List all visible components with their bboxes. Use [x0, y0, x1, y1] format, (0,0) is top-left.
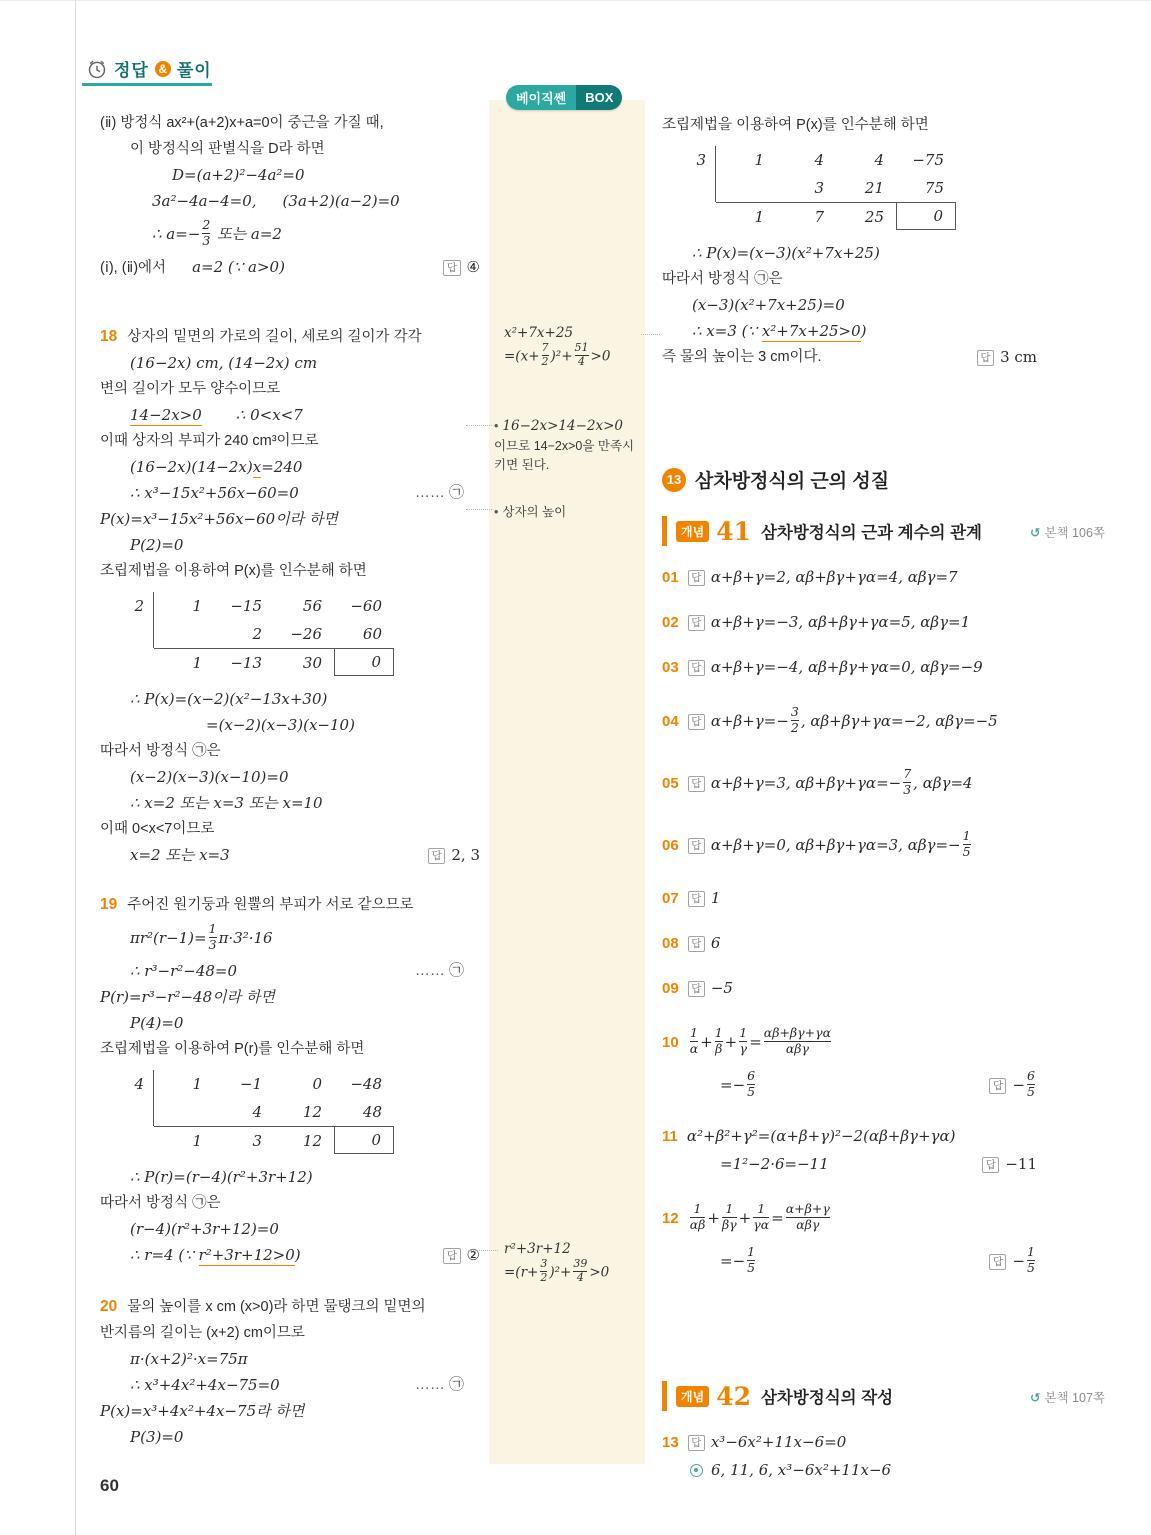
- answer-item-11-line2: 답 −11 =1²−2·6=−11: [662, 1151, 1105, 1179]
- orange-underlined-math: 14−2x>0: [130, 406, 202, 424]
- solution-line: 이때 상자의 부피가 240 cm³이므로: [100, 433, 319, 449]
- fraction: $\frac{7}{3}$: [903, 766, 912, 797]
- table-row: 3 1 4 4 −75: [686, 146, 1105, 174]
- table-row: 1 7 25 0: [686, 202, 1105, 230]
- fraction: $\frac{39}{4}$: [573, 1257, 588, 1284]
- answer-label: 답: [688, 660, 705, 676]
- answer-label: 답: [982, 1157, 999, 1173]
- concept-accent-bar: [662, 516, 667, 546]
- answer-item-10: 10 $\frac{1}{\alpha}$ + $\frac{1}{\beta}$ + $\frac{1}{\gamma}$ = $\frac{\alpha\beta+\beta\gamma+\gamma\alpha}{\text{αβγ}}$: [662, 1025, 832, 1056]
- concept-number: 42: [716, 1381, 751, 1411]
- math-line: 14−2x>0 ∴ 0<x<7: [130, 406, 303, 424]
- solution-line: 반지름의 길이는 (x+2) cm이므로: [100, 1325, 305, 1341]
- math-line: P(x)=x³+4x²+4x−75라 하면: [100, 1402, 305, 1420]
- table-row: 4 1 −1 0 −48: [124, 1070, 492, 1098]
- fraction: $\frac{2}{3}$: [202, 217, 211, 248]
- answer-label: 답: [688, 936, 705, 952]
- logo-text-jeongdap: 정답: [114, 61, 149, 80]
- math-line: ∴ P(x)=(x−2)(x²−13x+30): [130, 690, 328, 708]
- logo-underline: [82, 83, 212, 86]
- synthetic-division-table: [124, 1070, 492, 1154]
- answer-item-09: 09 답 −5: [662, 979, 733, 997]
- table-row: 2 1 −15 56 −60: [124, 592, 492, 620]
- fraction: $\frac{1}{\gamma\alpha}$: [753, 1201, 770, 1232]
- solution-line: (ⅱ) 방정식 ax²+(a+2)x+a=0이 중근을 가질 때,: [100, 115, 384, 131]
- answer-label: 답: [443, 1248, 460, 1264]
- answer-group: [428, 842, 480, 869]
- answer-item-12-line2: 답 − $\frac{1}{5}$ =− $\frac{1}{5}$: [662, 1241, 1105, 1282]
- table-row: 1 −13 30 0: [124, 648, 492, 676]
- answer-value: 3 cm: [1000, 348, 1037, 366]
- side-note-completing-square-r: r²+3r+12 =(r+ $\frac{3}{2}$ )²+ $\frac{39}{4}$ >0: [504, 1241, 610, 1284]
- answer-value: 2, 3: [451, 846, 480, 864]
- answer-group: 답 −11: [982, 1151, 1037, 1179]
- answer-item-07: 07 답 1: [662, 889, 721, 907]
- solution-line: 따라서 방정식 ㉠은: [100, 743, 221, 759]
- badge-name: 베이직쎈: [506, 85, 576, 110]
- answer-label: 답: [688, 981, 705, 997]
- solution-line: 답 ④ (ⅰ), (ⅱ)에서 a=2 (∵ a>0): [100, 254, 492, 280]
- answer-item-04: 04 답 α+β+γ=− $\frac{3}{2}$ , αβ+βγ+γα=−2, αβγ=−5: [662, 704, 998, 735]
- orange-underlined-math: x²+7x+25>0: [761, 322, 861, 340]
- math-line: (r−4)(r²+3r+12)=0: [130, 1220, 279, 1238]
- note-connector-line: [466, 425, 492, 426]
- math-line: =(x−2)(x−3)(x−10): [206, 716, 355, 734]
- math-line: P(2)=0: [130, 536, 184, 554]
- answer-label: 답: [989, 1078, 1006, 1094]
- answer-group: [443, 1242, 480, 1269]
- solution-line: 조립제법을 이용하여 P(r)를 인수분해 하면: [100, 1041, 365, 1057]
- math-line: P(r)=r³−r²−48이라 하면: [100, 988, 275, 1006]
- refresh-icon: ↺: [1029, 1391, 1041, 1405]
- solution-line: 조립제법을 이용하여 P(x)를 인수분해 하면: [100, 563, 367, 579]
- problem-number: 19: [100, 896, 118, 913]
- math-line: ∴ P(r)=(r−4)(r²+3r+12): [130, 1168, 313, 1186]
- answer-item-10-line2: 답 − $\frac{6}{5}$ =− $\frac{6}{5}$: [662, 1065, 1105, 1106]
- answer-item-08: 08 답 6: [662, 934, 721, 952]
- answer-item-12: 12 $\frac{1}{\alpha\beta}$ + $\frac{1}{\beta\gamma}$ + $\frac{1}{\gamma\alpha}$ = $\frac{\alpha+\beta+\gamma}{\text{αβγ}}$: [662, 1201, 830, 1232]
- answer-label: 답: [688, 776, 705, 792]
- answer-label: 답: [688, 1435, 705, 1451]
- logo-ampersand: &: [155, 61, 171, 77]
- answer-label: 답: [688, 615, 705, 631]
- answer-item-13: 13 답 x³−6x²+11x−6=0: [662, 1433, 847, 1451]
- fraction: $\frac{7}{2}$: [541, 341, 549, 368]
- answer-item-11: 11 α²+β²+γ²=(α+β+γ)²−2(αβ+βγ+γα): [662, 1127, 956, 1145]
- concept-title: 삼차방정식의 근과 계수의 관계: [760, 524, 982, 542]
- solution-line: 이때 0<x<7이므로: [100, 821, 215, 837]
- side-note-completing-square-x: x²+7x+25 =(x+ $\frac{7}{2}$ )²+ $\frac{51}{4}$ >0: [504, 325, 611, 368]
- equation-tag: …… ㉠: [414, 1376, 464, 1393]
- badge-box-label: BOX: [576, 85, 622, 110]
- problem-19-start: 19 주어진 원기둥과 원뿔의 부피가 서로 같으므로: [100, 896, 414, 913]
- problem-number: 18: [100, 328, 118, 345]
- math-line: 3a²−4a−4=0, (3a+2)(a−2)=0: [152, 192, 400, 210]
- answer-group: 답 − $\frac{1}{5}$: [989, 1241, 1037, 1282]
- table-row: 1 3 12 0: [124, 1126, 492, 1154]
- concept-tag: 개념: [676, 521, 709, 542]
- left-column: [100, 110, 492, 1450]
- math-line: 답 2, 3 x=2 또는 x=3: [100, 842, 492, 868]
- math-line: P(4)=0: [130, 1014, 184, 1032]
- fraction: $\frac{\alpha\beta+\beta\gamma+\gamma\alpha}{\text{αβγ}}$: [763, 1025, 832, 1056]
- note-bullet: •: [494, 505, 499, 519]
- math-line: πr²(r−1)= $\frac{1}{3}$ π·3²·16: [130, 921, 273, 952]
- note-connector-line: [641, 334, 660, 335]
- section-title: 삼차방정식의 근의 성질: [695, 471, 890, 492]
- fraction: $\frac{1}{5}$: [962, 828, 971, 859]
- answer-label: 답: [443, 260, 460, 276]
- problem-20-start: 20 물의 높이를 x cm (x>0)라 하면 물탱크의 밑면의: [100, 1298, 426, 1315]
- fraction: $\frac{1}{5}$: [1027, 1244, 1035, 1275]
- concept-number: 41: [716, 516, 751, 546]
- remainder-cell: 0: [334, 1126, 394, 1154]
- concept-header-41: [662, 515, 1105, 547]
- side-note-inequality: • 16−2x>14−2x>0 이므로 14−2x>0을 만족시키면 된다.: [494, 418, 635, 472]
- answer-label: 답: [977, 350, 994, 366]
- section-number-badge: 13: [662, 468, 686, 492]
- answer-item-01: 01 답 α+β+γ=2, αβ+βγ+γα=4, αβγ=7: [662, 568, 958, 586]
- concept-header-42: [662, 1380, 1105, 1412]
- answer-item-03: 03 답 α+β+γ=−4, αβ+βγ+γα=0, αβγ=−9: [662, 658, 983, 676]
- math-line: P(x)=x³−15x²+56x−60이라 하면: [100, 510, 338, 528]
- math-line: ∴ P(x)=(x−3)(x²+7x+25): [692, 244, 880, 262]
- orange-underlined-math: r²+3r+12>0: [198, 1246, 295, 1264]
- logo-text-puri: 풀이: [176, 61, 212, 80]
- concept-tag: 개념: [676, 1386, 709, 1407]
- fraction: $\frac{1}{3}$: [208, 921, 217, 952]
- clock-icon: [86, 58, 108, 80]
- answer-group: 답 − $\frac{6}{5}$: [989, 1065, 1037, 1106]
- answer-value: ④: [466, 258, 480, 276]
- basic-ssen-box-badge: [506, 85, 622, 110]
- equation-tag: …… ㉠: [414, 962, 464, 979]
- math-line: 답 ② ∴ r=4 (∵ r²+3r+12>0): [100, 1242, 492, 1268]
- remainder-cell: 0: [896, 202, 956, 230]
- refresh-icon: ↺: [1029, 526, 1041, 540]
- math-line: (16−2x) cm, (14−2x) cm: [130, 354, 318, 372]
- fraction: $\frac{\alpha+\beta+\gamma}{\text{αβγ}}$: [785, 1201, 830, 1232]
- concept-title: 삼차방정식의 작성: [760, 1389, 894, 1407]
- math-line: π·(x+2)²·x=75π: [130, 1350, 248, 1368]
- fraction: $\frac{3}{2}$: [540, 1257, 548, 1284]
- math-line: …… ㉠ ∴ r³−r²−48=0: [100, 958, 492, 984]
- page-number: 60: [100, 1476, 119, 1495]
- note-connector-line: [468, 1250, 498, 1251]
- synthetic-division-table: [686, 146, 1105, 230]
- solution-line: 조립제법을 이용하여 P(x)를 인수분해 하면: [662, 117, 929, 133]
- solution-line: 변의 길이가 모두 양수이므로: [100, 381, 281, 397]
- equation-tag: …… ㉠: [414, 484, 464, 501]
- solution-line: 따라서 방정식 ㉠은: [100, 1195, 221, 1211]
- remainder-cell: 0: [334, 648, 394, 676]
- concept-accent-bar: [662, 1381, 667, 1411]
- answer-label: 답: [428, 848, 445, 864]
- math-line: P(3)=0: [130, 1428, 184, 1446]
- solution-line: 답 3 cm 즉 물의 높이는 3 cm이다.: [662, 344, 1105, 370]
- fraction: $\frac{51}{4}$: [574, 341, 589, 368]
- table-row: 2 −26 60: [124, 620, 492, 648]
- answer-label: 답: [688, 714, 705, 730]
- math-line: (16−2x)(14−2x)x=240: [130, 458, 303, 476]
- answer-label: 답: [989, 1254, 1006, 1270]
- answer-item-13-sub: 6, 11, 6, x³−6x²+11x−6: [662, 1457, 1105, 1485]
- math-line: (x−3)(x²+7x+25)=0: [692, 296, 845, 314]
- answer-label: 답: [688, 570, 705, 586]
- fraction: $\frac{1}{\beta\gamma}$: [721, 1201, 737, 1232]
- fraction: $\frac{1}{\alpha\beta}$: [689, 1201, 706, 1232]
- math-line: ∴ x=2 또는 x=3 또는 x=10: [130, 794, 323, 812]
- problem-number: 20: [100, 1298, 118, 1315]
- fraction: $\frac{6}{5}$: [747, 1068, 756, 1099]
- fraction: $\frac{6}{5}$: [1027, 1068, 1035, 1099]
- side-note-box-height: • 상자의 높이: [494, 505, 567, 519]
- answer-item-05: 05 답 α+β+γ=3, αβ+βγ+γα=− $\frac{7}{3}$ , αβγ=4: [662, 766, 973, 797]
- page-left-rule: [75, 0, 76, 1535]
- answer-group: [443, 254, 480, 281]
- orange-underlined-math: x: [252, 458, 262, 476]
- answer-label: 답: [688, 838, 705, 854]
- math-line: …… ㉠ ∴ x³−15x²+56x−60=0: [100, 480, 492, 506]
- answer-value: ②: [466, 1246, 480, 1264]
- answer-group: [977, 344, 1037, 371]
- section-header: [662, 466, 1105, 493]
- math-line: ∴ a=− $\frac{2}{3}$ 또는 a=2: [152, 217, 282, 248]
- target-icon: [690, 1464, 703, 1477]
- fraction: $\frac{1}{\beta}$: [714, 1025, 723, 1056]
- table-row: 3 21 75: [686, 174, 1105, 202]
- answer-item-02: 02 답 α+β+γ=−3, αβ+βγ+γα=5, αβγ=1: [662, 613, 971, 631]
- solution-line: 이 방정식의 판별식을 D라 하면: [130, 141, 325, 157]
- answer-label: 답: [688, 891, 705, 907]
- fraction: $\frac{1}{\alpha}$: [689, 1025, 699, 1056]
- problem-18-start: 18 상자의 밑면의 가로의 길이, 세로의 길이가 각각: [100, 328, 422, 345]
- note-connector-line: [466, 509, 492, 510]
- synthetic-division-table: [124, 592, 492, 676]
- math-line: …… ㉠ ∴ x³+4x²+4x−75=0: [100, 1372, 492, 1398]
- answer-item-06: 06 답 α+β+γ=0, αβ+βγ+γα=3, αβγ=− $\frac{1}{5}$: [662, 828, 971, 859]
- table-row: 4 12 48: [124, 1098, 492, 1126]
- page-top-rule: [0, 0, 1151, 1]
- solution-line: 따라서 방정식 ㉠은: [662, 271, 783, 287]
- fraction: $\frac{1}{\gamma}$: [739, 1025, 748, 1056]
- note-bullet: •: [494, 419, 499, 433]
- book-page-reference: ↺ 본책 107쪽: [1029, 1391, 1105, 1405]
- math-line: D=(a+2)²−4a²=0: [172, 166, 305, 184]
- fraction: $\frac{1}{5}$: [747, 1244, 756, 1275]
- math-line: ∴ x=3 (∵ x²+7x+25>0): [692, 322, 867, 340]
- right-column: [662, 112, 1105, 1485]
- math-line: (x−2)(x−3)(x−10)=0: [130, 768, 289, 786]
- fraction: $\frac{3}{2}$: [790, 704, 799, 735]
- book-page-reference: ↺ 본책 106쪽: [1029, 526, 1105, 540]
- answers-logo: [86, 56, 212, 81]
